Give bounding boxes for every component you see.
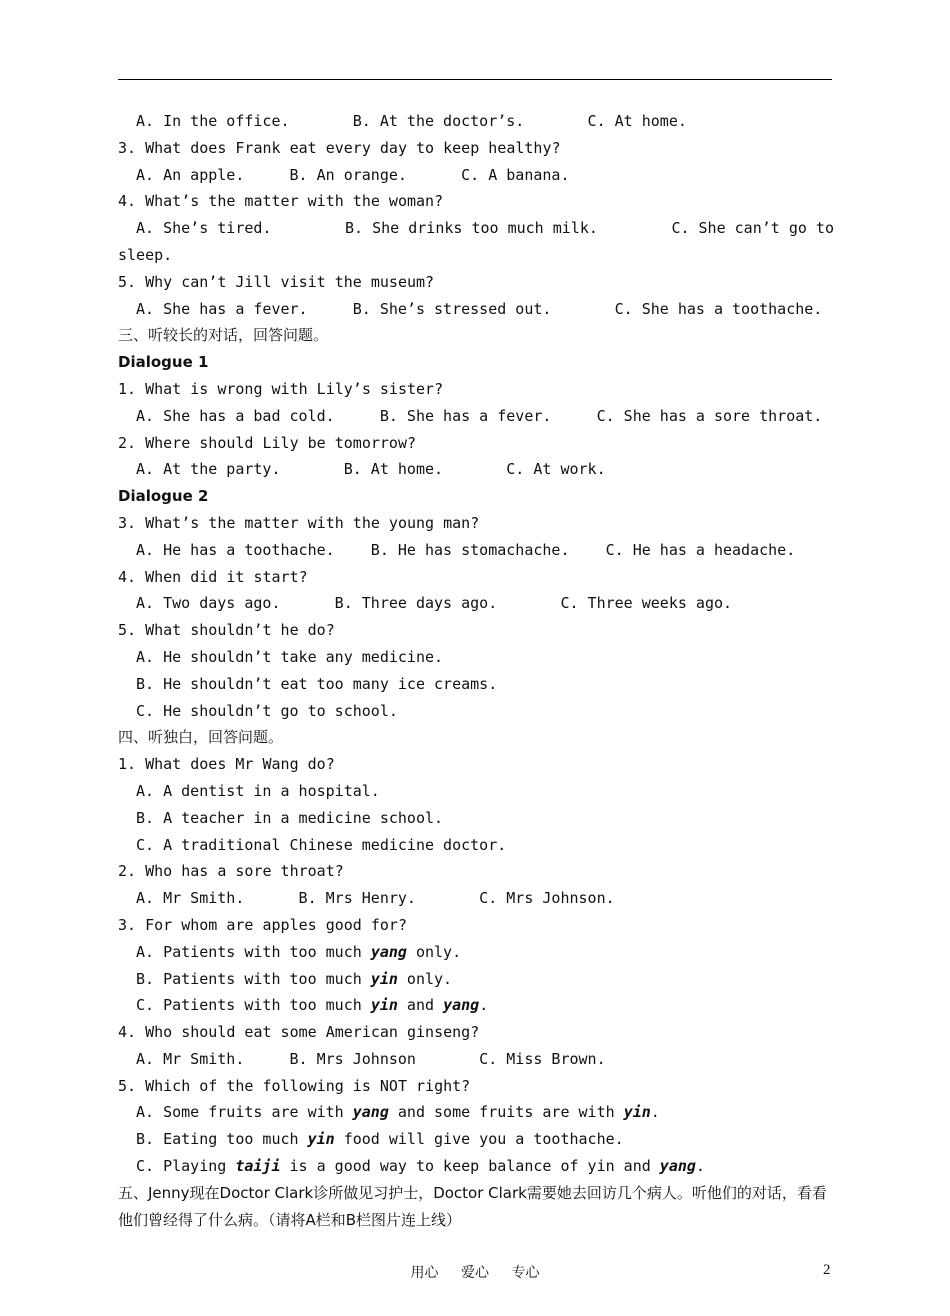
question: 3. For whom are apples good for? [118, 915, 407, 934]
emphasis: yin [370, 996, 398, 1015]
section-heading: 四、听独白，回答问题。 [118, 728, 284, 747]
question: 5. What shouldn’t he do? [118, 621, 335, 640]
option-line [118, 1099, 834, 1126]
emphasis: yang [352, 1103, 389, 1122]
text: . [479, 996, 489, 1015]
text: is a good way to keep balance of yin and [280, 1157, 660, 1176]
option-line: A. In the office. B. At the doctor’s. C. At home. [136, 112, 687, 130]
text: A. Some fruits are with [136, 1103, 353, 1122]
option-line: B. A teacher in a medicine school. [136, 808, 444, 827]
question: 4. Who should eat some American ginseng? [118, 1023, 480, 1042]
option-line: C. He shouldn’t go to school. [136, 701, 398, 720]
option-line [118, 1153, 834, 1180]
text: only. [406, 942, 462, 961]
option-line: A. Two days ago. B. Three days ago. C. Three weeks ago. [136, 594, 733, 613]
option-line [118, 939, 834, 966]
option-line: C. A traditional Chinese medicine doctor. [136, 835, 507, 854]
text: C. Patients with too much [136, 996, 371, 1015]
text: food will give you a toothache. [334, 1130, 624, 1149]
emphasis: yin [370, 969, 398, 988]
text: only. [397, 969, 453, 988]
question: 4. What’s the matter with the woman? [118, 192, 444, 211]
section-heading: 三、听较长的对话，回答问题。 [118, 326, 329, 345]
question: 5. Which of the following is NOT right? [118, 1076, 471, 1095]
option-line: A. A dentist in a hospital. [136, 781, 380, 800]
question: 3. What does Frank eat every day to keep healthy? [118, 138, 561, 157]
text: and some fruits are with [388, 1103, 624, 1122]
option-a: A. She’s tired. [136, 219, 272, 238]
dialogue-heading: Dialogue 1 [118, 353, 209, 372]
option-line: A. He shouldn’t take any medicine. [136, 647, 444, 666]
option-line: A. She has a bad cold. B. She has a fever. C. She has a sore throat. [136, 406, 823, 425]
emphasis: yang [659, 1157, 696, 1176]
option-line: A. At the party. B. At home. C. At work. [136, 460, 606, 479]
text: and [397, 996, 444, 1015]
option-line: B. He shouldn’t eat too many ice creams. [136, 674, 498, 693]
question: 1. What is wrong with Lily’s sister? [118, 379, 444, 398]
emphasis: yin [623, 1103, 651, 1122]
text: . [650, 1103, 660, 1122]
dialogue-heading: Dialogue 2 [118, 487, 209, 506]
emphasis: yin [307, 1130, 335, 1149]
header-rule [118, 79, 832, 80]
option-line: A. Mr Smith. B. Mrs Henry. C. Mrs Johnson. [136, 889, 615, 908]
emphasis: yang [370, 942, 407, 961]
option-line [118, 215, 834, 242]
text: C. Playing [136, 1157, 236, 1176]
option-line: A. She has a fever. B. She’s stressed out. C. She has a toothache. [136, 299, 823, 318]
exam-content [118, 108, 834, 1233]
question: 1. What does Mr Wang do? [118, 755, 335, 774]
text: A. Patients with too much [136, 942, 371, 961]
section-heading: 五、Jenny现在Doctor Clark诊所做见习护士，Doctor Clark需要她去回访几个病人。听他们的对话，看看他们曾经得了什么病。（请将A栏和B栏图片连上线） [118, 1183, 827, 1229]
emphasis: yang [443, 996, 480, 1015]
question: 3. What’s the matter with the young man? [118, 513, 480, 532]
emphasis: taiji [235, 1157, 281, 1176]
question: 2. Where should Lily be tomorrow? [118, 433, 417, 452]
option-line [118, 966, 834, 993]
text: B. Patients with too much [136, 969, 371, 988]
option-c: C. She can’t go to [671, 219, 834, 238]
option-line [118, 1126, 834, 1153]
text: . [695, 1157, 705, 1176]
option-b: B. She drinks too much milk. [345, 219, 598, 238]
option-line: A. An apple. B. An orange. C. A banana. [136, 165, 570, 184]
question: 5. Why can’t Jill visit the museum? [118, 272, 435, 291]
question: 2. Who has a sore throat? [118, 862, 344, 881]
page-footer: 用心 爱心 专心 [410, 1265, 540, 1281]
option-line: A. Mr Smith. B. Mrs Johnson C. Miss Brown. [136, 1049, 606, 1068]
question: 4. When did it start? [118, 567, 308, 586]
option-line: A. He has a toothache. B. He has stomachache. C. He has a headache. [136, 540, 796, 559]
option-continuation: sleep. [118, 245, 173, 264]
option-line [118, 992, 834, 1019]
text: B. Eating too much [136, 1130, 308, 1149]
page-number: 2 [823, 1262, 831, 1278]
